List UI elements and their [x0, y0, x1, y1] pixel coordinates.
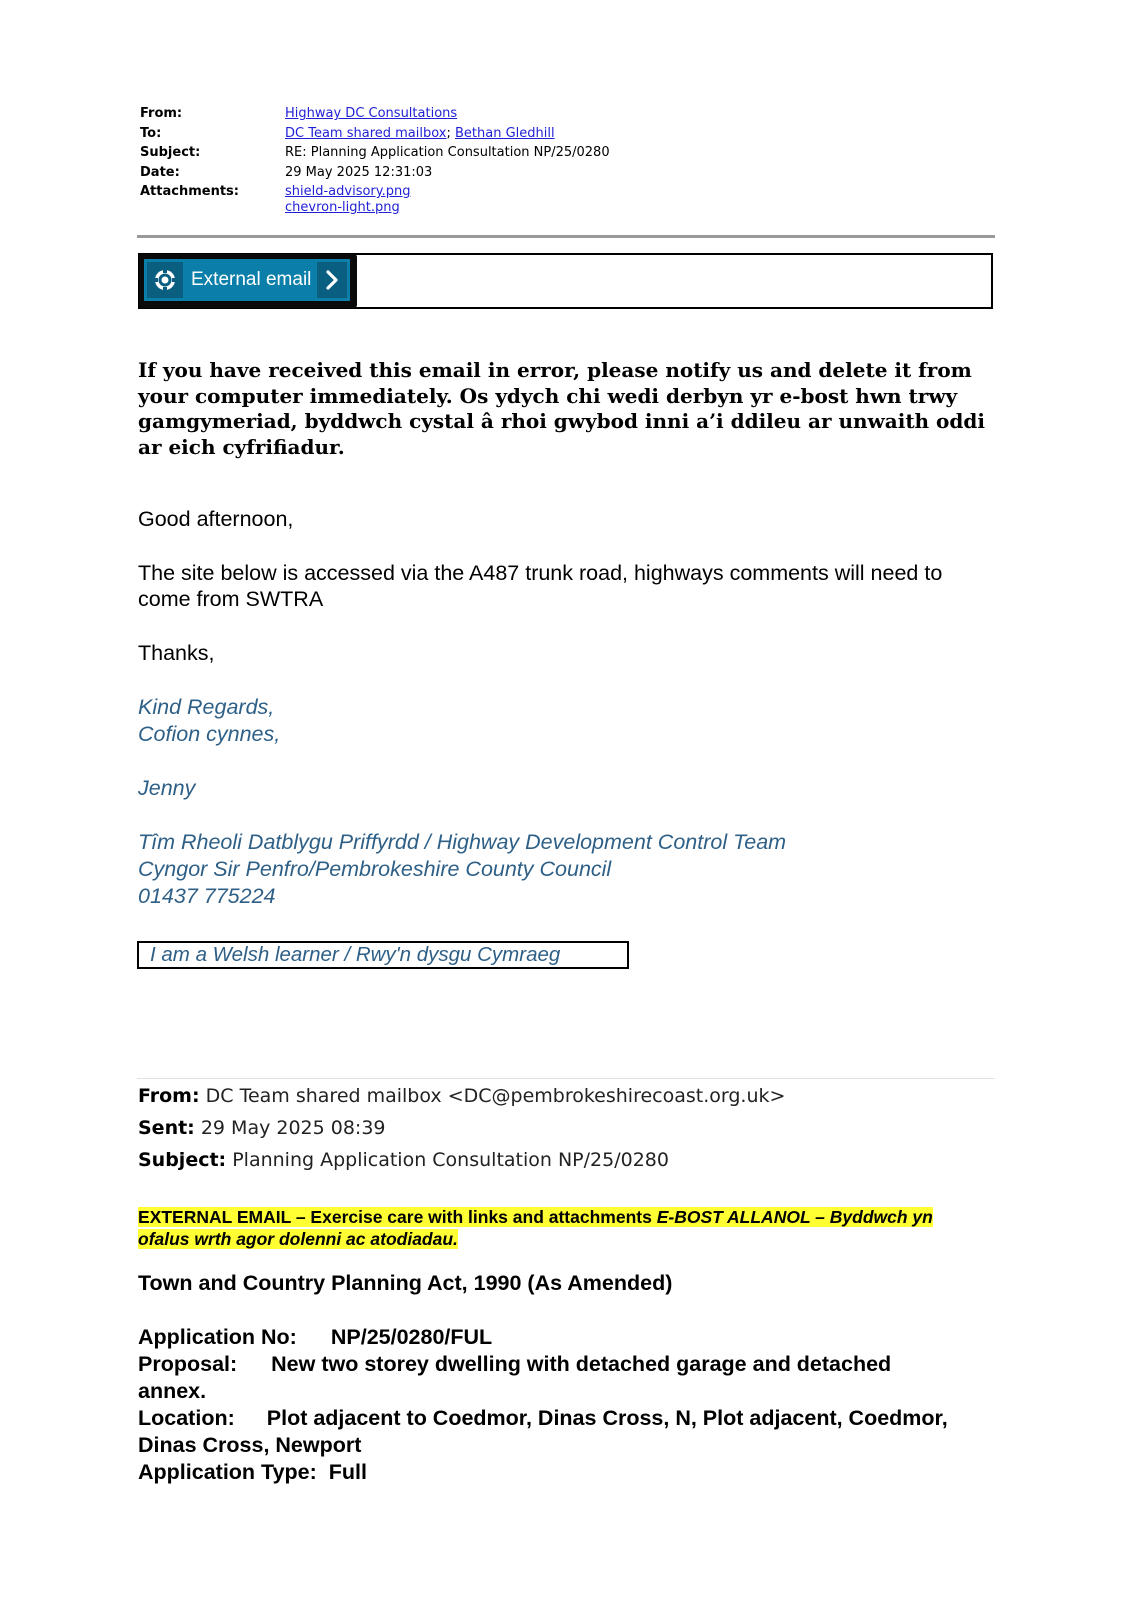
application-type-value: Full	[328, 1460, 367, 1484]
application-number-row	[138, 1324, 492, 1351]
message-line-2: come from SWTRA	[138, 587, 324, 611]
forwarded-sent-label: Sent:	[138, 1117, 195, 1139]
location-value-line-1: Plot adjacent to Coedmor, Dinas Cross, N, Plot adjacent, Coedmor,	[266, 1406, 948, 1430]
forwarded-subject-label: Subject:	[138, 1149, 227, 1171]
application-number-label: Application No:	[138, 1325, 297, 1349]
header-date-value: 29 May 2025 12:31:03	[285, 164, 433, 180]
header-subject-value: RE: Planning Application Consultation NP/25/0280	[285, 145, 610, 160]
sender-link[interactable]: Highway DC Consultations	[285, 106, 458, 121]
forwarded-divider	[137, 1078, 995, 1079]
forwarded-from-row	[138, 1085, 785, 1107]
warning-welsh-line-1: E-BOST ALLANOL – Byddwch yn	[656, 1207, 933, 1227]
header-to-label: To:	[140, 125, 162, 141]
shield-icon	[147, 262, 183, 298]
recipient-link-1[interactable]: DC Team shared mailbox	[285, 125, 447, 141]
attachment-link[interactable]: chevron-light.png	[285, 200, 400, 215]
recipient-link-2[interactable]: Bethan Gledhill	[455, 125, 555, 141]
forwarded-from-label: From:	[138, 1085, 200, 1107]
disclaimer-text: If you have received this email in error, please notify us and delete it from your computer immediately. Os ydych chi wedi derbyn yr e-bost hwn trwy gamgymeriad, byddwch cystal â rhoi gwybod inni a’i ddileu ar unwaith oddi ar eich cyfrifiadur.	[138, 358, 985, 459]
thanks: Thanks,	[138, 641, 215, 665]
header-date-label: Date:	[140, 164, 180, 180]
planning-act-title: Town and Country Planning Act, 1990 (As Amended)	[138, 1271, 673, 1295]
header-subject-row	[140, 145, 610, 165]
header-date-row	[140, 165, 610, 185]
recipient-separator: ;	[446, 125, 451, 141]
signature-regards-welsh: Cofion cynnes,	[138, 722, 281, 746]
signature-team: Tîm Rheoli Datblygu Priffyrdd / Highway Development Control Team	[138, 830, 787, 854]
signature-regards: Kind Regards,	[138, 695, 275, 719]
header-to-row	[140, 126, 610, 146]
application-type-row	[138, 1459, 367, 1486]
message-line-1: The site below is accessed via the A487 trunk road, highways comments will need to	[138, 561, 943, 585]
header-from-row	[140, 106, 610, 126]
warning-welsh-line-2: ofalus wrth agor dolenni ac atodiadau.	[138, 1229, 458, 1249]
external-email-badge[interactable]	[139, 254, 357, 308]
email-header	[140, 106, 610, 216]
location-row	[138, 1405, 948, 1432]
header-subject-label: Subject:	[140, 145, 201, 160]
signature-name: Jenny	[138, 776, 196, 800]
forwarded-subject-value: Planning Application Consultation NP/25/0280	[232, 1149, 669, 1171]
location-label: Location:	[138, 1406, 235, 1430]
proposal-row	[138, 1351, 891, 1378]
proposal-value-line-1: New two storey dwelling with detached garage and detached	[271, 1352, 892, 1376]
proposal-value-line-2: annex.	[138, 1379, 207, 1403]
forwarded-sent-value: 29 May 2025 08:39	[200, 1117, 386, 1139]
greeting: Good afternoon,	[138, 507, 294, 531]
attachment-link[interactable]: shield-advisory.png	[285, 184, 411, 199]
header-attachments-label: Attachments:	[140, 184, 239, 199]
application-number-value: NP/25/0280/FUL	[330, 1325, 493, 1349]
forwarded-from-value: DC Team shared mailbox <DC@pembrokeshirecoast.org.uk>	[205, 1085, 786, 1107]
external-email-warning	[138, 1206, 998, 1250]
warning-english: EXTERNAL EMAIL – Exercise care with links and attachments	[138, 1207, 652, 1227]
external-email-label: External email	[191, 269, 312, 290]
header-from-label: From:	[140, 106, 183, 121]
chevron-right-icon	[317, 262, 347, 298]
proposal-label: Proposal:	[138, 1352, 238, 1376]
forwarded-sent-row	[138, 1117, 386, 1139]
signature-phone: 01437 775224	[138, 884, 276, 908]
application-type-label: Application Type:	[138, 1460, 317, 1484]
welsh-learner-badge: I am a Welsh learner / Rwy'n dysgu Cymraeg	[137, 941, 629, 969]
location-value-line-2: Dinas Cross, Newport	[138, 1433, 362, 1457]
attachment-list	[285, 184, 411, 216]
signature-council: Cyngor Sir Penfro/Pembrokeshire County Council	[138, 857, 612, 881]
forwarded-subject-row	[138, 1149, 669, 1171]
header-divider	[137, 235, 995, 238]
header-attachments-row	[140, 184, 610, 216]
